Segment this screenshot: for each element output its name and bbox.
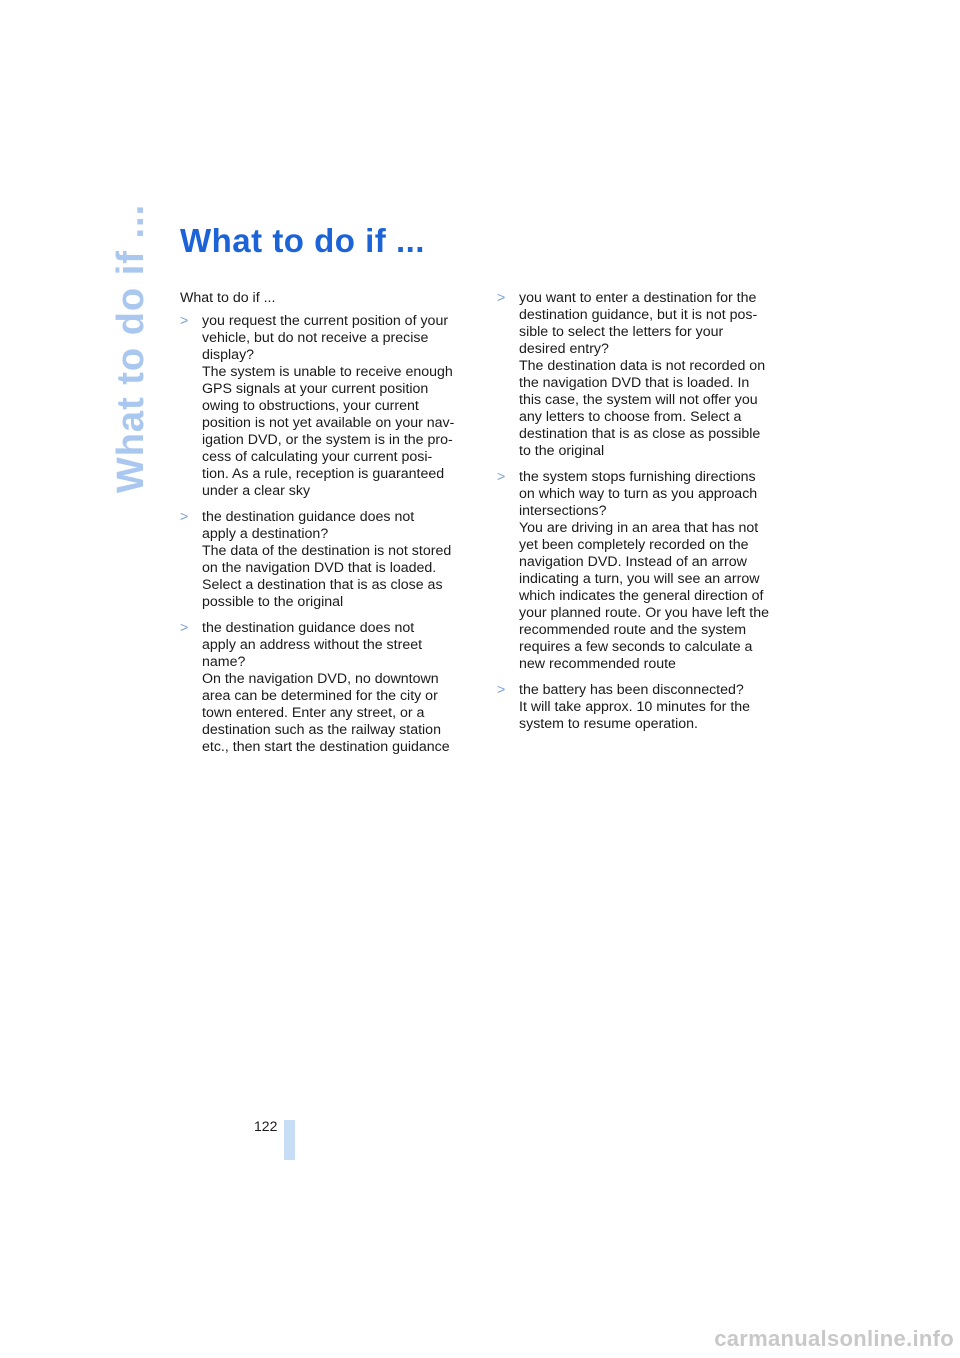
- list-item: [497, 469, 797, 673]
- right-column: [497, 290, 797, 742]
- side-section-tab-label: What to do if ...: [110, 203, 153, 493]
- page-title: What to do if ...: [180, 222, 425, 259]
- question-text: the battery has been disconnected?: [519, 682, 744, 698]
- page-number: 122: [254, 1118, 278, 1134]
- answer-text: The system is unable to receive enough GPS signals at your current position owing to obstructions, your current position is not yet available on your nav- igation DVD, or the system is in the pro- cess of calculating your current posi- tion. As a rule, reception is guaranteed under a clear sky: [202, 364, 455, 499]
- answer-text: On the navigation DVD, no downtown area can be determined for the city or town entered. Enter any street, or a destination such as the railway station etc., then start the destination guidance: [202, 671, 450, 755]
- intro-text: What to do if ...: [180, 290, 276, 306]
- right-item-list: [497, 290, 797, 733]
- question-text: you want to enter a destination for the destination guidance, but it is not pos- sible to select the letters for your desired entry?: [519, 290, 758, 357]
- list-item: [180, 620, 480, 756]
- bullet-arrow-icon: >: [180, 620, 189, 636]
- bullet-arrow-icon: >: [497, 682, 506, 698]
- answer-text: The destination data is not recorded on the navigation DVD that is loaded. In this case, the system will not offer you any letters to choose from. Select a destination that is as close as possible to the original: [519, 358, 766, 459]
- question-text: the destination guidance does not apply a destination?: [202, 509, 415, 542]
- watermark: carmanualsonline.info: [714, 1326, 954, 1351]
- bullet-arrow-icon: >: [180, 313, 189, 329]
- list-item: [497, 682, 797, 733]
- answer-text: You are driving in an area that has not yet been completely recorded on the navigation DVD. Instead of an arrow indicating a turn, you will see an arrow which indicates the general direction of your planned route. Or you have left the recommended route and the system requires a few seconds to calculate a new recommended route: [519, 520, 770, 672]
- question-text: the system stops furnishing directions on which way to turn as you approach intersections?: [519, 469, 758, 519]
- question-text: the destination guidance does not apply an address without the street name?: [202, 620, 423, 670]
- answer-text: It will take approx. 10 minutes for the system to resume operation.: [519, 699, 751, 732]
- page-number-bar: [284, 1120, 295, 1160]
- list-item: [180, 509, 480, 611]
- list-item: [497, 290, 797, 460]
- left-item-list: [180, 313, 480, 756]
- bullet-arrow-icon: >: [497, 290, 506, 306]
- left-column: [180, 290, 480, 765]
- list-item: [180, 313, 480, 500]
- answer-text: The data of the destination is not stored on the navigation DVD that is loaded. Select a destination that is as close as possible to the original: [202, 543, 452, 610]
- bullet-arrow-icon: >: [180, 509, 189, 525]
- side-section-tab: [107, 203, 157, 493]
- bullet-arrow-icon: >: [497, 469, 506, 485]
- question-text: you request the current position of your vehicle, but do not receive a precise display?: [202, 313, 449, 363]
